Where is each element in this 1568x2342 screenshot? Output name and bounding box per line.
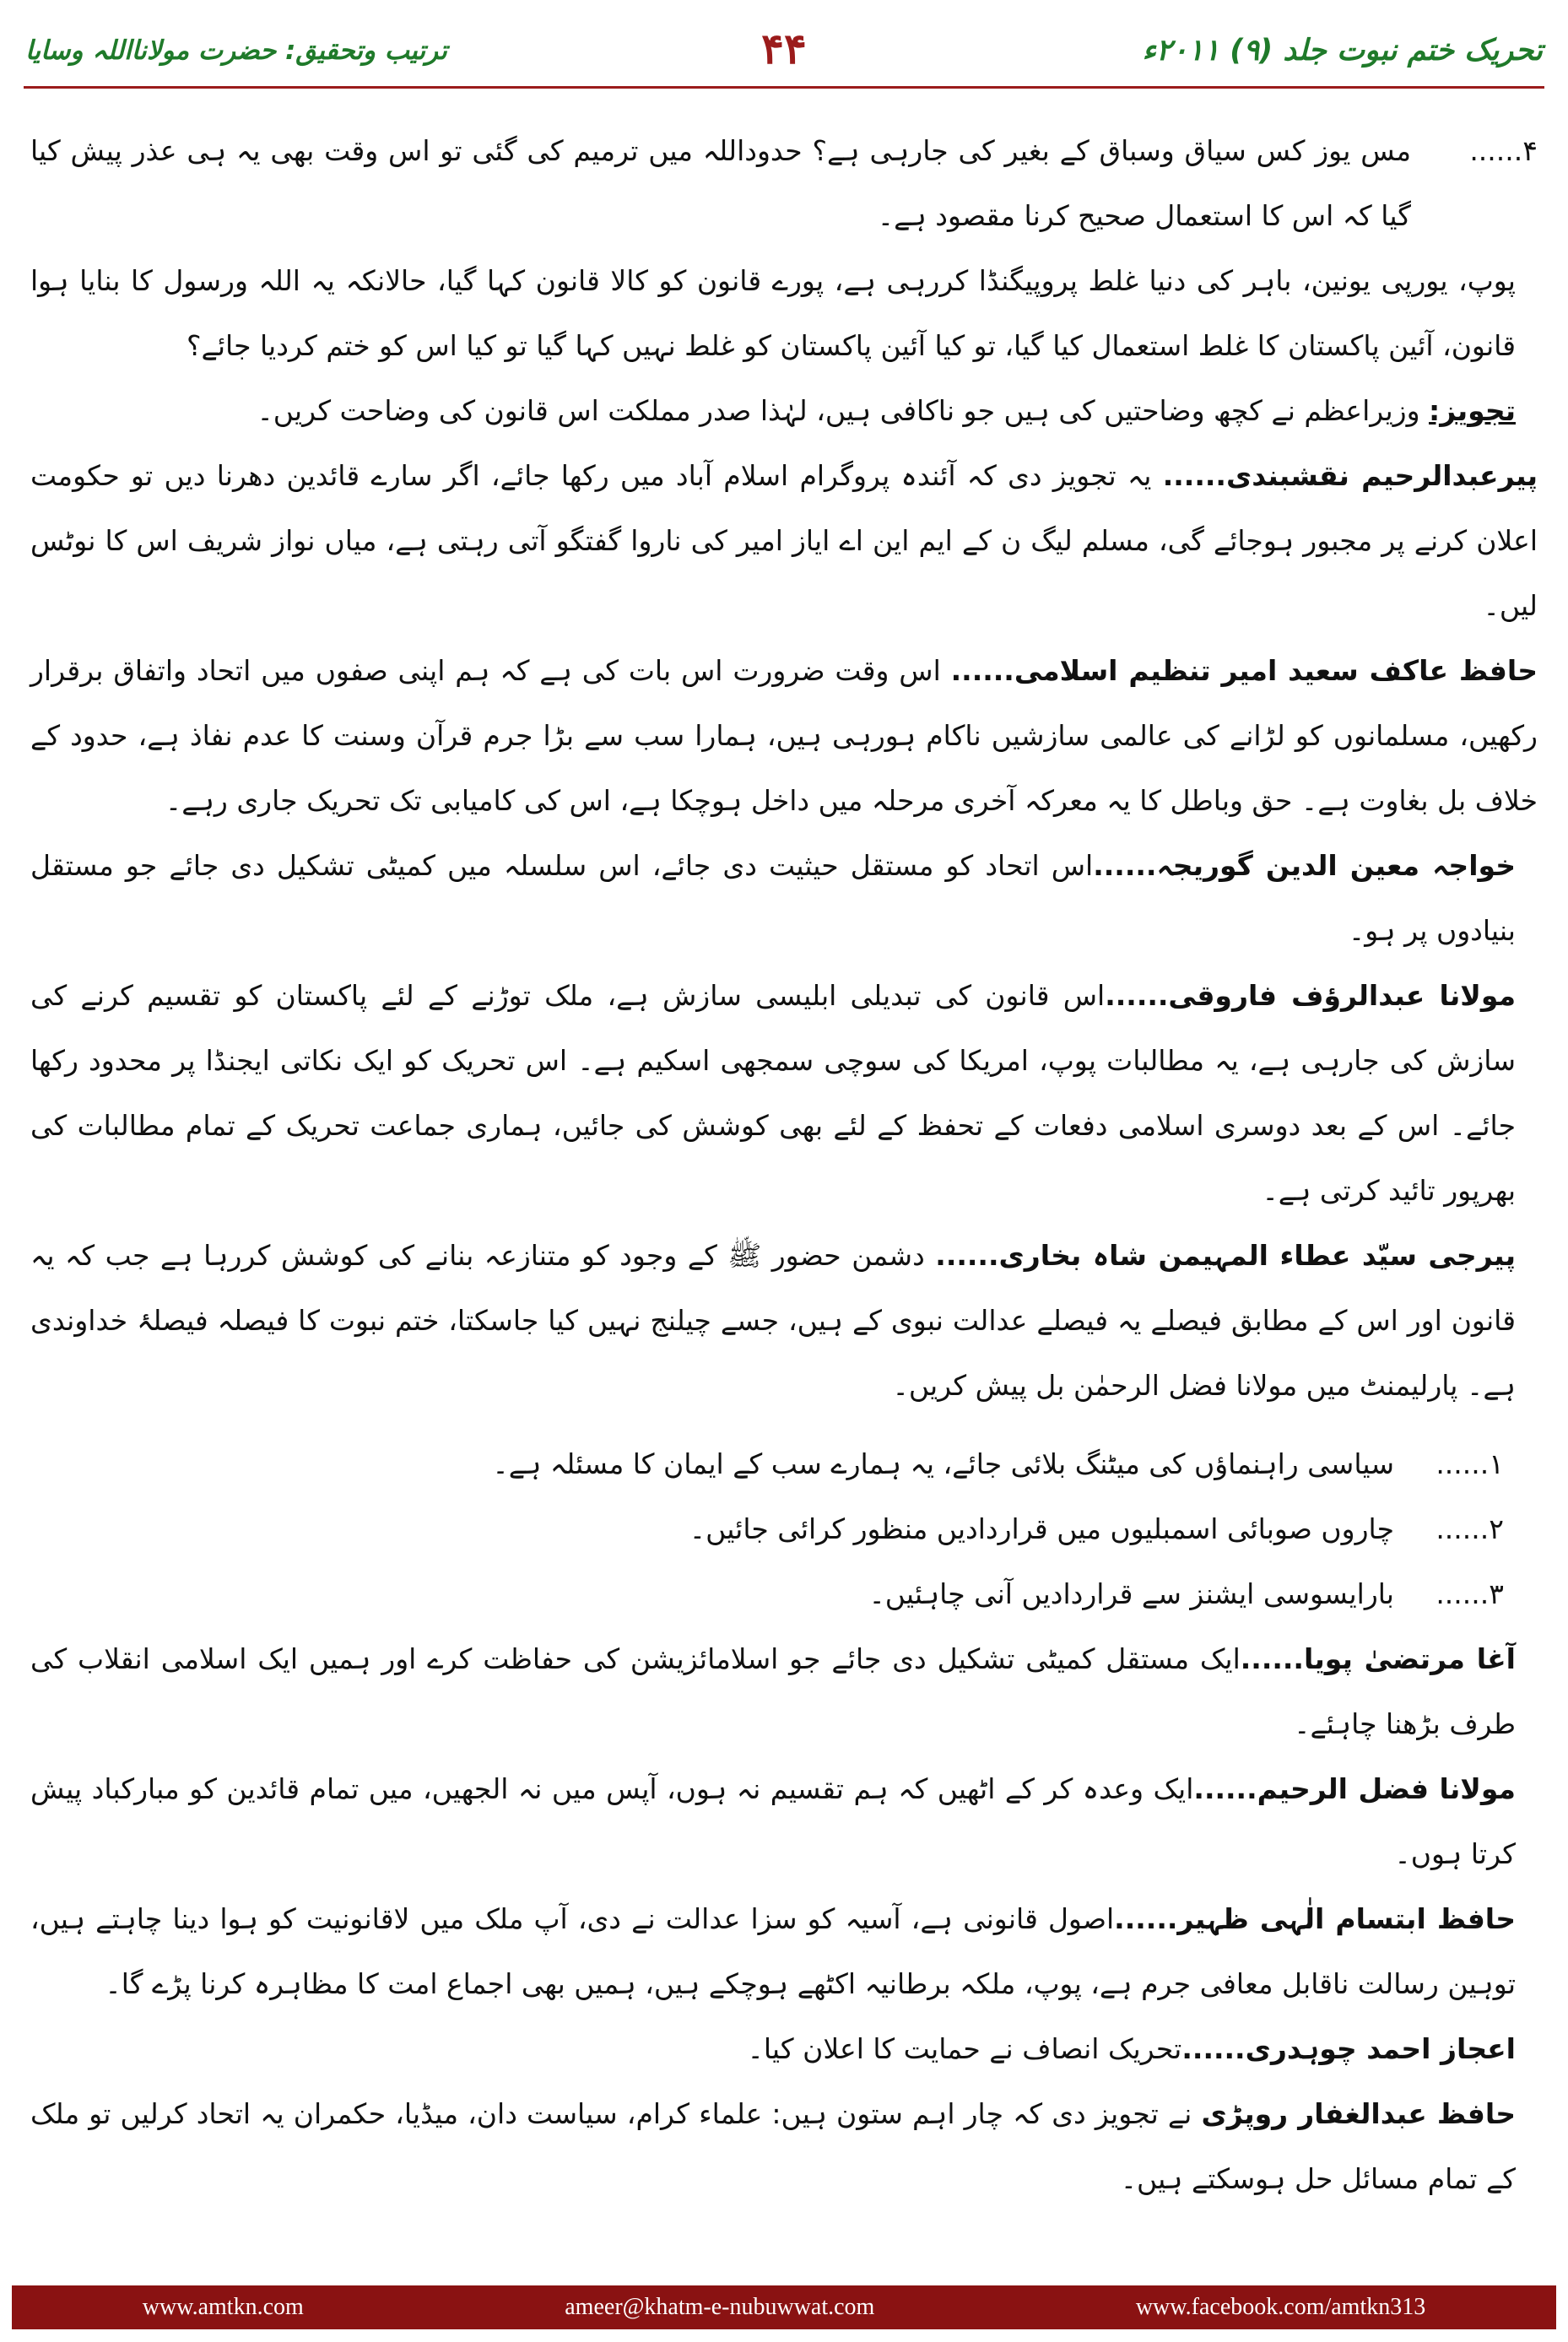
proposal-label: تجویز: [1429, 394, 1516, 427]
series-title: تحریک ختم نبوت جلد (۹) ۲۰۱۱ء [1142, 34, 1543, 68]
page-number: ۴۴ [761, 24, 807, 73]
list-item-text: بارایسوسی ایشنز سے قراردادیں آنی چاہئیں۔ [868, 1577, 1394, 1610]
footer-email-link[interactable]: ameer@khatm-e-nubuwwat.com [565, 2294, 875, 2320]
speaker-text: اصول قانونی ہے، آسیہ کو سزا عدالت نے دی، آپ ملک میں لاقانونیت کو ہوا دینا چاہتے ہیں، توہین رسالت ناقابل معافی جرم ہے، پوپ، ملکہ برطانیہ اکٹھے ہوچکے ہیں، ہمیں بھی اجماع امت کا مظاہرہ کرنا پڑے گا۔ [30, 1902, 1516, 2000]
speaker-paragraph [30, 2081, 1538, 2211]
list-item [30, 1431, 1538, 1496]
footer-website-link[interactable]: www.amtkn.com [142, 2294, 304, 2320]
speaker-paragraph [30, 2016, 1538, 2081]
speaker-paragraph [30, 443, 1538, 638]
speaker-paragraph [30, 1626, 1538, 1756]
page-header [0, 0, 1568, 95]
speaker-text: اس قانون کی تبدیلی ابلیسی سازش ہے، ملک توڑنے کے لئے پاکستان کو تقسیم کرنے کی سازش کی جارہی ہے، یہ مطالبات پوپ، امریکا کی سوچی سمجھی اسکیم ہے۔ اس تحریک کو ایک نکاتی ایجنڈا پر محدود رکھا جائے۔ اس کے بعد دوسری اسلامی دفعات کے تحفظ کے لئے بھی کوشش کی جائیں، ہماری جماعت تحریک کے تمام مطالبات کی بھرپور تائید کرتی ہے۔ [30, 979, 1516, 1207]
speaker-text: یہ تجویز دی کہ آئندہ پروگرام اسلام آباد میں رکھا جائے، اگر سارے قائدین دھرنا دیں تو حکومت اعلان کرنے پر مجبور ہوجائے گی، مسلم لیگ ن کے ایم این اے ایاز امیر کی ناروا گفتگو آتی رہتی ہے، میاں نواز شریف اس کا نوٹس لیں۔ [30, 459, 1538, 622]
speaker-paragraph [30, 1756, 1538, 1886]
paragraph: پوپ، یورپی یونین، باہر کی دنیا غلط پروپیگنڈا کررہی ہے، پورے قانون کو کالا قانون کہا گیا، حالانکہ یہ اللہ ورسول کا بنایا ہوا قانون، آئین پاکستان کا غلط استعمال کیا گیا، تو کیا آئین پاکستان کو غلط نہیں کہا گیا تو کیا اس کو ختم کردیا جائے؟ [30, 264, 1516, 362]
list-item [30, 1561, 1538, 1626]
footer-facebook-link[interactable]: www.facebook.com/amtkn313 [1135, 2294, 1426, 2320]
spacer [30, 1418, 1538, 1431]
list-item-number: ۳...... [1436, 1577, 1504, 1610]
proposal-text: وزیراعظم نے کچھ وضاحتیں کی ہیں جو ناکافی ہیں، لہٰذا صدر مملکت اس قانون کی وضاحت کریں۔ [257, 394, 1430, 427]
numbered-paragraph [30, 118, 1538, 248]
paragraph-text: مس یوز کس سیاق وسباق کے بغیر کی جارہی ہے؟ حدوداللہ میں ترمیم کی گئی تو اس وقت بھی یہ ہی عذر پیش کیا گیا کہ اس کا استعمال صحیح کرنا مقصود ہے۔ [30, 134, 1411, 232]
list-item [30, 1496, 1538, 1561]
list-item-text: چاروں صوبائی اسمبلیوں میں قراردادیں منظور کرائی جائیں۔ [689, 1512, 1394, 1545]
speaker-paragraph [30, 833, 1538, 963]
list-item-text: سیاسی راہنماؤں کی میٹنگ بلائی جائے، یہ ہمارے سب کے ایمان کا مسئلہ ہے۔ [492, 1447, 1394, 1480]
speaker-paragraph [30, 1223, 1538, 1418]
paragraph-number: ۴...... [1469, 134, 1538, 167]
compiler-credit: ترتیب وتحقیق: حضرت مولانااللہ وسایا [25, 35, 447, 66]
proposal-paragraph [30, 378, 1538, 443]
speaker-paragraph [30, 963, 1538, 1223]
speaker-name: حافظ عبدالغفار روپڑی [1201, 2097, 1516, 2130]
page-footer [12, 2285, 1556, 2329]
speaker-name: حافظ ابتسام الٰہی ظہیر...... [1114, 1902, 1516, 1935]
speaker-name: حافظ عاکف سعید امیر تنظیم اسلامی...... [950, 654, 1538, 687]
speaker-text: دشمن حضور ﷺ کے وجود کو متنازعہ بنانے کی کوشش کررہا ہے جب کہ یہ قانون اور اس کے مطابق فیصلے یہ فیصلے عدالت نبوی کے ہیں، جسے چیلنج نہیں کیا جاسکتا، ختم نبوت کا فیصلہ فیصلۂ خداوندی ہے۔ پارلیمنٹ میں مولانا فضل الرحمٰن بل پیش کریں۔ [30, 1239, 1516, 1402]
speaker-name: آغا مرتضیٰ پویا...... [1240, 1642, 1516, 1675]
speaker-text: اس وقت ضرورت اس بات کی ہے کہ ہم اپنی صفوں میں اتحاد واتفاق برقرار رکھیں، مسلمانوں کو لڑانے کی عالمی سازشیں ناکام ہورہی ہیں، ہمارا سب سے بڑا جرم قرآن وسنت کا عدم نفاذ ہے، حدود کے خلاف بل بغاوت ہے۔ حق وباطل کا یہ معرکہ آخری مرحلہ میں داخل ہوچکا ہے، اس کی کامیابی تک تحریک جاری رہے۔ [30, 654, 1538, 817]
speaker-text: تحریک انصاف نے حمایت کا اعلان کیا۔ [747, 2032, 1182, 2065]
speaker-paragraph [30, 1886, 1538, 2016]
list-item-number: ۱...... [1436, 1447, 1504, 1480]
speaker-name: اعجاز احمد چوہدری...... [1181, 2032, 1516, 2065]
speaker-name: پیرجی سیّد عطاء المہیمن شاہ بخاری...... [935, 1239, 1516, 1272]
speaker-name: خواجہ معین الدین گوریجہ...... [1093, 849, 1516, 882]
header-rule [24, 86, 1544, 89]
list-item-number: ۲...... [1436, 1512, 1504, 1545]
page-body [30, 118, 1538, 2296]
speaker-text: ایک وعدہ کر کے اٹھیں کہ ہم تقسیم نہ ہوں، آپس میں نہ الجھیں، میں تمام قائدین کو مبارکباد پیش کرتا ہوں۔ [30, 1772, 1516, 1870]
speaker-text: نے تجویز دی کہ چار اہم ستون ہیں: علماء کرام، سیاست دان، میڈیا، حکمران یہ اتحاد کرلیں تو ملک کے تمام مسائل حل ہوسکتے ہیں۔ [30, 2097, 1516, 2195]
speaker-text: ایک مستقل کمیٹی تشکیل دی جائے جو اسلامائزیشن کی حفاظت کرے اور ہمیں ایک اسلامی انقلاب کی طرف بڑھنا چاہئے۔ [30, 1642, 1516, 1740]
speaker-name: پیرعبدالرحیم نقشبندی...... [1162, 459, 1538, 492]
speaker-text: اس اتحاد کو مستقل حیثیت دی جائے، اس سلسلہ میں کمیٹی تشکیل دی جائے جو مستقل بنیادوں پر ہو۔ [30, 849, 1516, 947]
speaker-name: مولانا فضل الرحیم...... [1193, 1772, 1516, 1805]
speaker-name: مولانا عبدالرؤف فاروقی...... [1105, 979, 1516, 1012]
speaker-paragraph [30, 638, 1538, 833]
